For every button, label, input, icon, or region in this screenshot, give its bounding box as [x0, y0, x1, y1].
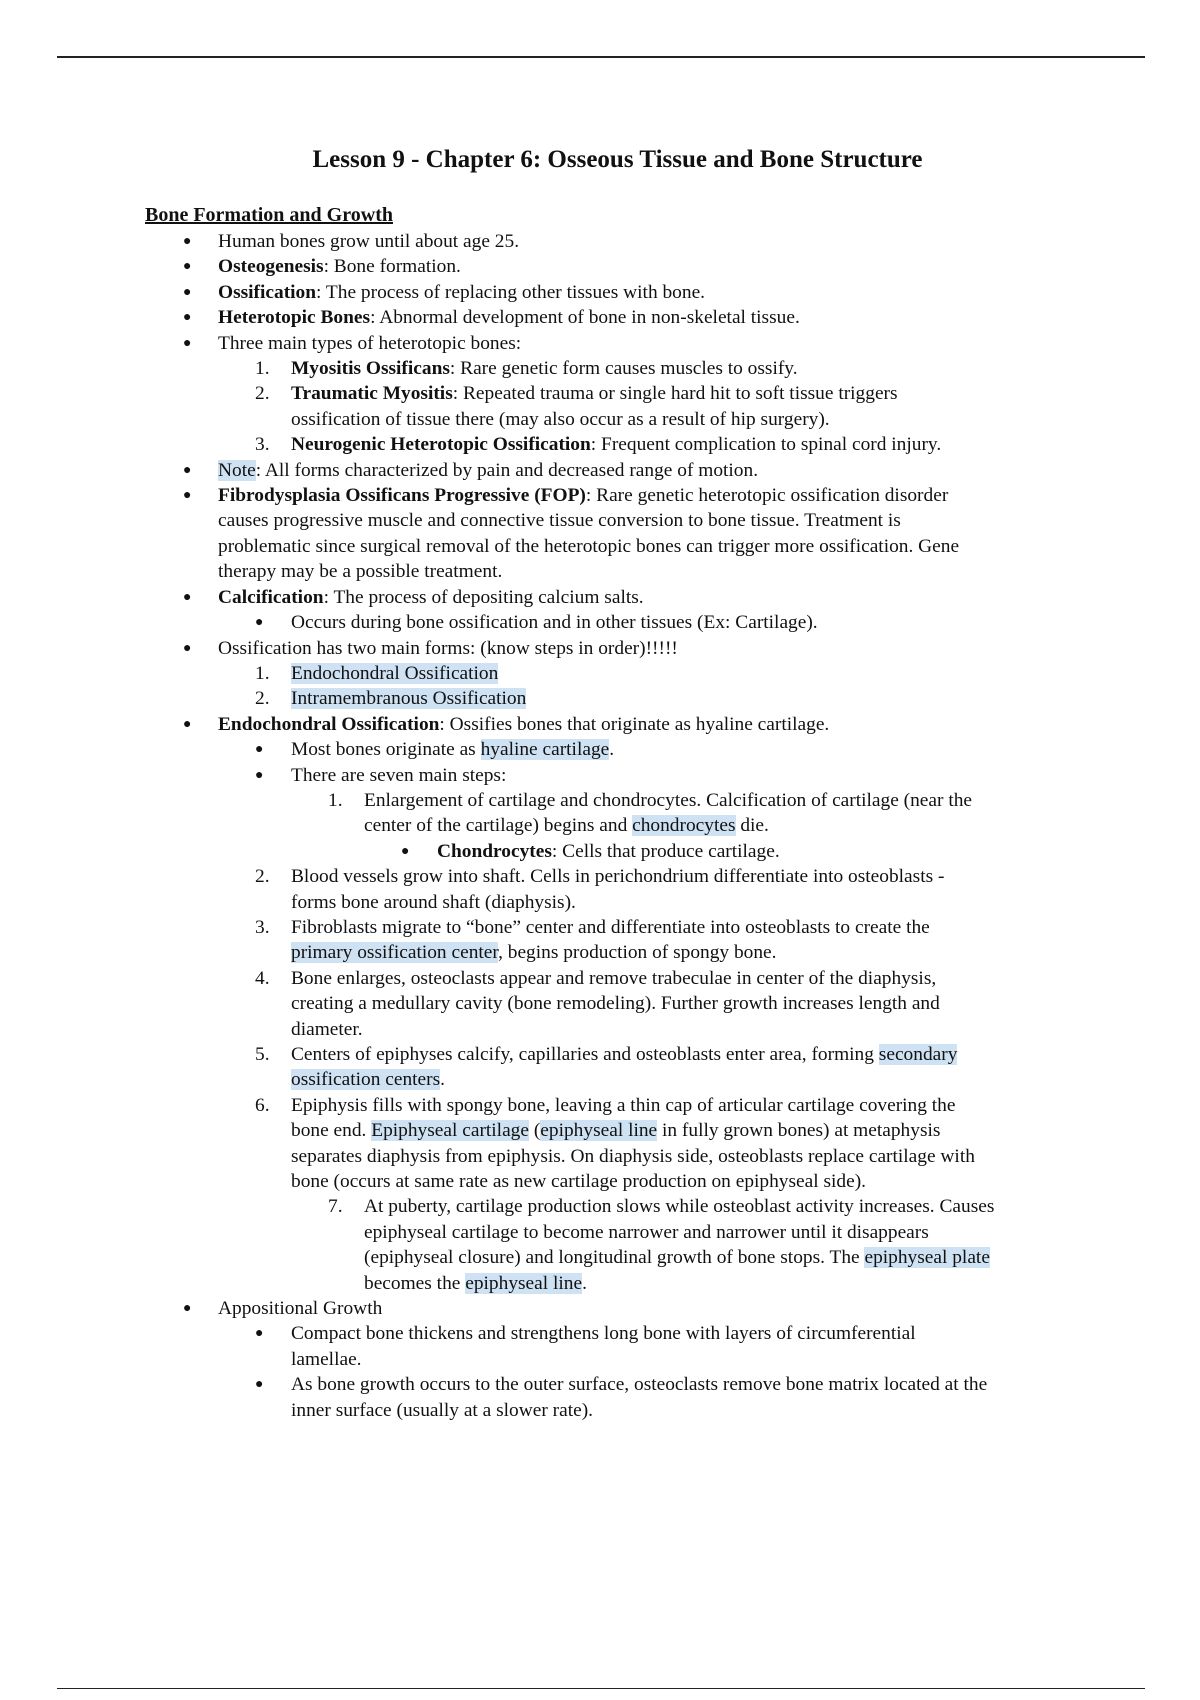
bullet-icon: ● [183, 234, 192, 249]
top-rule [57, 56, 1145, 58]
step-continuation: bone (occurs at same rate as new cartilage production on epiphyseal side). [291, 1171, 867, 1193]
bullet-icon: ● [183, 462, 192, 478]
list-item: ● Heterotopic Bones: Abnormal development of bone in non-skeletal tissue. [0, 305, 1200, 330]
list-item: ● Human bones grow until about age 25. [0, 229, 1200, 254]
bullet-icon: ● [183, 716, 192, 732]
notes-body [0, 229, 1200, 1423]
list-item: ● Note: All forms characterized by pain and decreased range of motion. [0, 458, 1200, 483]
sub-list-item: ● Compact bone thickens and strengthens long bone with layers of circumferential [0, 1321, 1200, 1346]
sub-list-item: ● There are seven main steps: [0, 763, 1200, 788]
step-continuation: primary ossification center, begins production of spongy bone. [291, 942, 777, 964]
step-item: 4. Bone enlarges, osteoclasts appear and remove trabeculae in center of the diaphysis, [255, 967, 937, 989]
sub-list-item: ● Most bones originate as hyaline cartilage. [0, 737, 1200, 762]
step-continuation: becomes the epiphyseal line. [364, 1272, 587, 1294]
numbered-item: 2. Traumatic Myositis: Repeated trauma or single hard hit to soft tissue triggers [255, 383, 898, 405]
list-item: ● Calcification: The process of depositing calcium salts. [0, 585, 1200, 610]
list-item: ● Osteogenesis: Bone formation. [0, 254, 1200, 279]
step-item: 3. Fibroblasts migrate to “bone” center and differentiate into osteoblasts to create the [255, 916, 930, 938]
step-sub-item: ● Chondrocytes: Cells that produce cartilage. [0, 839, 1200, 864]
list-item: ● Appositional Growth [0, 1296, 1200, 1321]
step-item: 6. Epiphysis fills with spongy bone, leaving a thin cap of articular cartilage covering the [255, 1094, 956, 1116]
step-continuation: ossification centers. [291, 1069, 446, 1091]
list-item: ● Fibrodysplasia Ossificans Progressive (FOP): Rare genetic heterotopic ossification disorder [0, 483, 1200, 508]
sub-list-item: ● Occurs during bone ossification and in other tissues (Ex: Cartilage). [0, 610, 1200, 635]
step-continuation: forms bone around shaft (diaphysis). [291, 891, 576, 913]
sub-list-item: ● As bone growth occurs to the outer surface, osteoclasts remove bone matrix located at the [0, 1372, 1200, 1397]
step-item: 1. Enlargement of cartilage and chondrocytes. Calcification of cartilage (near the [328, 789, 973, 811]
step-item: 7. At puberty, cartilage production slows while osteoblast activity increases. Causes [328, 1196, 995, 1218]
numbered-item: 3. Neurogenic Heterotopic Ossification: Frequent complication to spinal cord injury. [255, 434, 942, 456]
step-continuation: creating a medullary cavity (bone remodeling). Further growth increases length and [291, 993, 940, 1015]
bullet-icon: ● [255, 1326, 264, 1342]
step-continuation: bone end. Epiphyseal cartilage (epiphyseal line in fully grown bones) at metaphysis [291, 1120, 941, 1142]
bullet-icon: ● [401, 843, 410, 859]
bullet-icon: ● [183, 589, 192, 605]
bullet-icon: ● [183, 335, 192, 351]
bullet-icon: ● [255, 767, 264, 783]
numbered-item: 2. Intramembranous Ossification [255, 688, 527, 710]
list-item: ● Three main types of heterotopic bones: [0, 331, 1200, 356]
step-continuation: epiphyseal cartilage to become narrower and narrower until it disappears [364, 1221, 929, 1243]
step-continuation: separates diaphysis from epiphysis. On diaphysis side, osteoblasts replace cartilage with [291, 1145, 975, 1167]
step-continuation: (epiphyseal closure) and longitudinal growth of bone stops. The epiphyseal plate [364, 1247, 990, 1269]
bullet-icon: ● [255, 742, 264, 758]
step-item: 5. Centers of epiphyses calcify, capillaries and osteoblasts enter area, forming secondary [255, 1044, 958, 1065]
step-item: 2. Blood vessels grow into shaft. Cells in perichondrium differentiate into osteoblasts - [255, 866, 945, 888]
bullet-icon: ● [255, 615, 264, 631]
bullet-icon: ● [183, 488, 192, 504]
step-continuation: center of the cartilage) begins and chondrocytes die. [364, 815, 769, 837]
section-heading: Bone Formation and Growth [145, 204, 393, 226]
bullet-icon: ● [183, 310, 192, 326]
numbered-item: 1. Myositis Ossificans: Rare genetic form causes muscles to ossify. [255, 358, 798, 380]
bullet-icon: ● [183, 640, 192, 656]
numbered-item-continuation: ossification of tissue there (may also occur as a result of hip surgery). [291, 408, 830, 430]
numbered-item: 1. Endochondral Ossification [255, 662, 499, 684]
page-title: Lesson 9 - Chapter 6: Osseous Tissue and Bone Structure [312, 146, 923, 173]
bullet-icon: ● [255, 1377, 264, 1393]
bullet-icon: ● [183, 284, 192, 300]
list-item-continuation: problematic since surgical removal of the heterotopic bones can trigger more ossification. Gene [218, 535, 960, 557]
bullet-icon: ● [183, 1301, 192, 1317]
list-item: ● Ossification: The process of replacing other tissues with bone. [0, 280, 1200, 305]
list-item: ● Endochondral Ossification: Ossifies bones that originate as hyaline cartilage. [0, 712, 1200, 737]
list-item: ● Ossification has two main forms: (know steps in order)!!!!! [0, 636, 1200, 661]
bottom-rule [57, 1688, 1145, 1689]
step-continuation: diameter. [291, 1018, 363, 1040]
list-item-continuation: causes progressive muscle and connective tissue conversion to bone tissue. Treatment is [218, 510, 901, 532]
sub-list-continuation: lamellae. [291, 1348, 362, 1370]
list-item-continuation: therapy may be a possible treatment. [218, 561, 503, 583]
bullet-icon: ● [183, 259, 192, 275]
sub-list-continuation: inner surface (usually at a slower rate). [291, 1399, 594, 1421]
